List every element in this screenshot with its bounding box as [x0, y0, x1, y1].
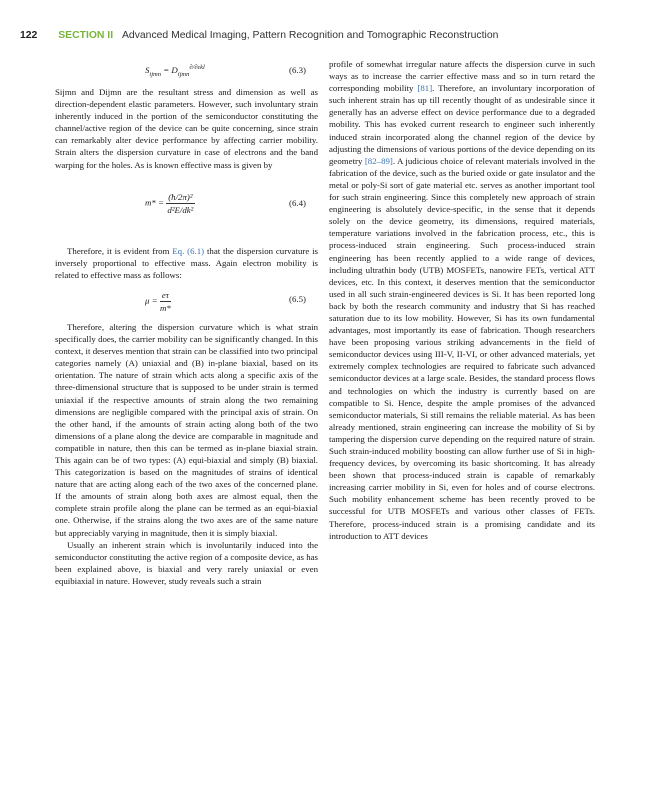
- book-title: Advanced Medical Imaging, Pattern Recognition and Tomographic Reconstruction: [121, 30, 499, 41]
- section-label: SECTION II: [58, 30, 114, 41]
- right-column: [329, 58, 595, 542]
- equation-6-5: μ = $\frac{e\tau}{m*}$ (6.5): [145, 289, 306, 314]
- citation-link[interactable]: [82–89]: [364, 155, 393, 166]
- equation-6-3: $S_{ijmn} = D_{ijmn}^{\partial/\partial\varepsilon kl}$ (6.3): [145, 64, 306, 78]
- citation-link[interactable]: [81]: [417, 83, 433, 94]
- left-column: [55, 58, 318, 587]
- equation-number: (6.5): [289, 293, 306, 304]
- equation-number: (6.4): [289, 197, 306, 208]
- equation-6-4: m* = $\frac{\text{(ħ/2π)²}}{\text{d²E/dk²}}$ (6.4): [145, 191, 306, 215]
- paragraph: Usually an inherent strain which is involuntarily induced into the semiconductor constituting the active region of a composite device, as has been explained above, is biaxial and very rarely uniaxial or even equibiaxial in nature. However, study reveals such a strain: [55, 539, 318, 586]
- running-header: [20, 30, 628, 46]
- paragraph: Therefore, it is evident from Eq. (6.1) that the dispersion curvature is inversely proportional to effective mass. Again electron mobility is related to effective mass as follows:: [55, 245, 318, 280]
- paragraph: Sijmn and Dijmn are the resultant stress and dimension as well as direction-dependent elastic parameters. However, such involuntary strain inherently induced in the portion of the semiconductor constituting the channel/active region of the device can be quite concerning, since strain can remarkably alter device performance by affecting carrier mobility. Strain alters the dispersion curvature in case of electrons and the band warping for the holes. As is known effective mass is given by: [55, 87, 318, 170]
- equation-number: (6.3): [289, 65, 306, 75]
- equation-reference-link[interactable]: Eq. (6.1): [172, 245, 205, 256]
- paragraph: profile of somewhat irregular nature affects the dispersion curve in such ways as to increase the carrier effective mass and so in turn retard the corresponding mobility [81]. Therefore, an involuntary incorporation of such inherent strain has up till recently thought of as undesirable since it generally has an adverse effect on device performance due to a degraded mobility. This has evoked current research to engineer such inherently induced strain incorporated along the channel region of the device by adjusting the dimensions of various portions of the device depending on its geometry [82–89]. A judicious choice of relevant materials involved in the fabrication of the device, such as the buried oxide or gate insulator and the metal or poly-Si sort of gate material etc. serves as another important tool for such strain engineering. Since this completely new approach of strain engineering is absolutely device-specific, in the sense that it depends solely on the device geometry, its dimensions, required materials, temperature variations involved in the fabrication process, etc., this is process-induced strain engineering. Such process-induced strain engineering has been recently applied to a wide range of devices, including ultrathin body (UTB) MOSFETs, nanowire FETs, vertical ATT devices, etc. In this context, it deserves mention that the semiconductor used in all such strain-engineered devices is Si. It has been reported long back by both the research community and industry that Si has reached saturation due to its low mobility. However, Si has its own fundamental advantages, most importantly its ease of fabrication. Though researchers have been proposing various striking advancements in the field of semiconductor devices using III-V, II-VI, or other advanced materials, yet extremely complex technologies are required to fabricate such advanced semiconductor devices at a large scale. Besides, the standard process flows and technologies on which the industry is currently based on are compatible to Si. Hence, despite the ample promises of the advanced semiconductor materials, Si still remains the reliable material. As has been already mentioned, strain engineering can increase the mobility of Si by tampering the dispersion curve depending on the required nature of strain. Such strain-induced mobility boosting can allow further use of Si in high-frequency devices, by overcoming its basic shortcoming. It has already been shown that process-induced strain is capable of remarkably increasing carrier mobility in Si, even for holes and of course electrons. Such mobility enhancement scheme has been recently proved to be successful for UTB MOSFETs and various other classes of FETs. Therefore, process-induced strain is a promising candidate and its introduction to ATT devices: [329, 59, 595, 541]
- paragraph: Therefore, altering the dispersion curvature which is what strain specifically does, the carrier mobility can be significantly changed. In this context, it deserves mention that strain can be classified into two principal categories namely (A) uniaxial and (B) in-plane biaxial, based on its orientation. The nature of strain which acts along a specific axis of the three-dimensional structure that is supposed to be under strain is termed uniaxial if the respective amounts of strain along the two remaining dimensions are negligible compared with the principal axis of strain. On the other hand, if the amounts of strain acting along both of the two dimensions of a plane along the device are comparable in magnitude and compatible in nature, then this can be termed as in-plane biaxial strain. This again can be of two types: (A) equi-biaxial and simply (B) biaxial. This categorization is based on the magnitudes of strains of identical nature that are acting along each of the two axes of the concerned plane. If the amounts of strain along both axes are almost equal, then the complete strain profile along the plane can be termed as an equi-biaxial one. Otherwise, if the strains along the two axes are of the same nature but appreciably varying in magnitude, then it is simply biaxial.: [55, 321, 318, 538]
- page-number: 122: [20, 30, 38, 41]
